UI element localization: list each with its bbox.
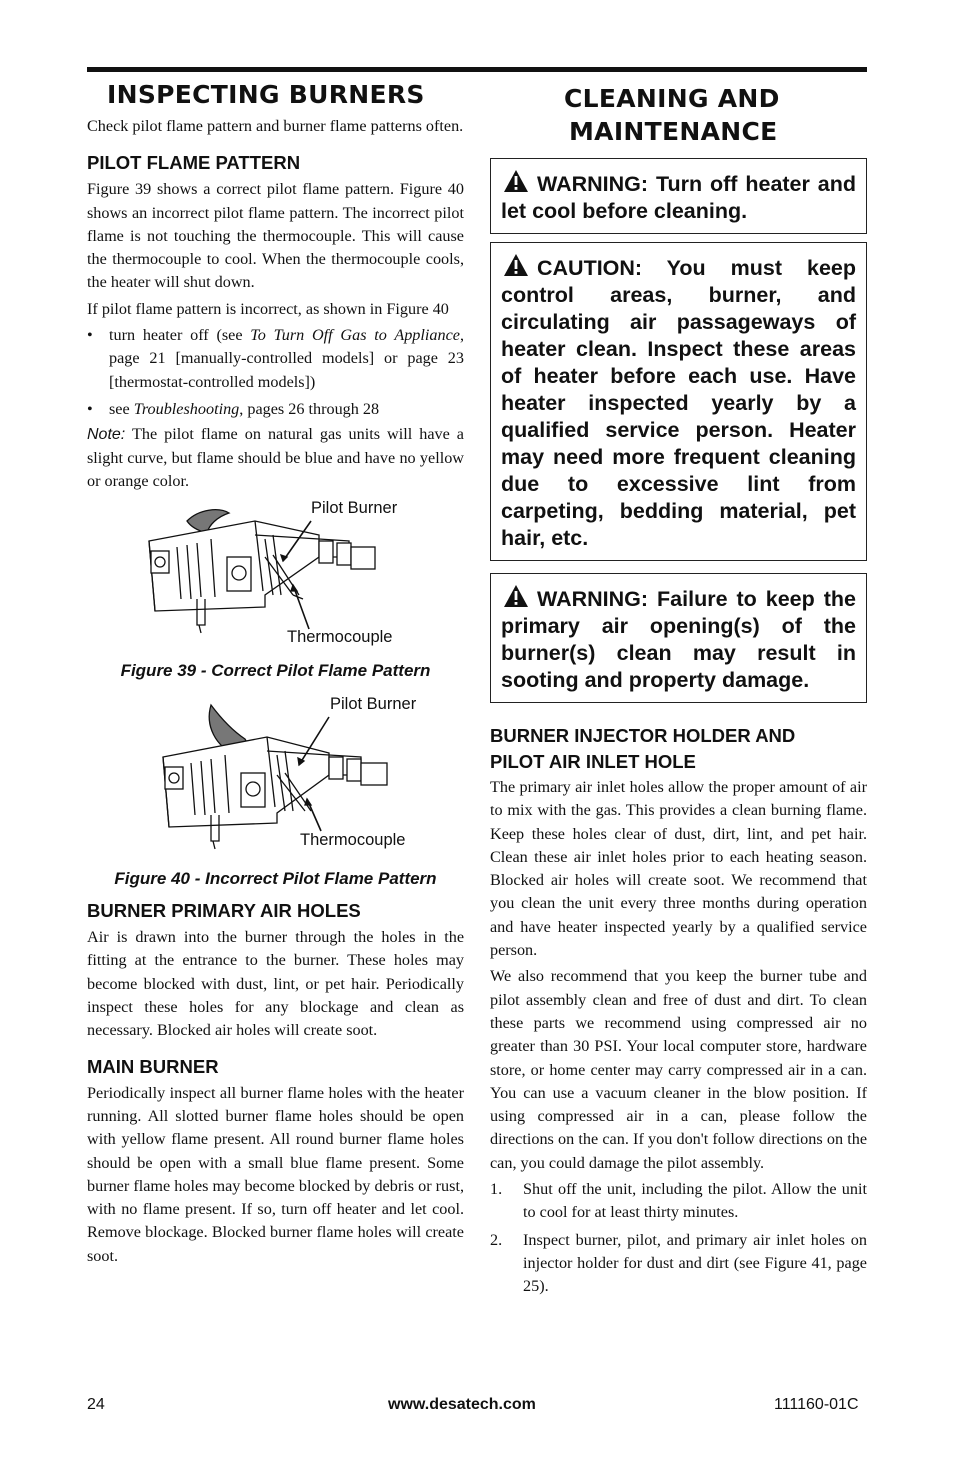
bullet-dot: • bbox=[87, 326, 93, 345]
bullet-item: • turn heater off (see To Turn Off Gas to Appliance, page 21 [manually-controlled models] or page 23 [thermostat-controlled models]) bbox=[87, 326, 464, 391]
bullet-item: • see Troubleshooting, pages 26 through 28 bbox=[87, 398, 464, 421]
air-holes-paragraph: Air is drawn into the burner through the holes in the fitting at the entrance to the burner. These holes may become blocked with dust, lint, or pet hair. Periodically inspect these holes for any blockage and clean as necessary. Blocked air holes will create soot. bbox=[87, 928, 464, 1040]
section-title-cleaning-maintenance: CLEANING AND MAINTENANCE bbox=[564, 84, 780, 146]
warning-box-air-opening: WARNING: Failure to keep the primary air opening(s) of the burner(s) clean may result in sooting and property damage. bbox=[490, 573, 867, 703]
heading-burner-primary-air-holes: BURNER PRIMARY AIR HOLES bbox=[87, 900, 361, 922]
left-column bbox=[87, 80, 464, 1268]
pilot-paragraph-1: Figure 39 shows a correct pilot flame pattern. Figure 40 shows an incorrect pilot flame pattern. The incorrect pilot flame is not touching the thermocouple. This will cause the thermocouple to cool. When the thermocouple cools, the heater will shut down. bbox=[87, 180, 464, 292]
figure-40-caption: Figure 40 - Incorrect Pilot Flame Pattern bbox=[114, 869, 437, 889]
right-column bbox=[490, 80, 867, 1299]
injector-paragraph-1: The primary air inlet holes allow the proper amount of air to mix with the gas. This provides a clean burning flame. Keep these holes clear of dust, dirt, lint, and pet hair. Clean these air inlet holes prior to each heating season. Blocked air holes will create soot. We recommend that you clean the unit every three months during operation and have heater inspected yearly by a qualified service person. bbox=[490, 778, 867, 960]
figure-39 bbox=[87, 499, 464, 659]
warning-triangle-icon bbox=[503, 253, 529, 277]
note-paragraph: Note: The pilot flame on natural gas units will have a slight curve, but flame should be blue and have no yellow or orange color. bbox=[87, 425, 464, 490]
warning-triangle-icon bbox=[503, 169, 529, 193]
footer-url[interactable]: www.desatech.com bbox=[388, 1396, 536, 1413]
document-code: 111160-01C bbox=[774, 1396, 859, 1413]
top-rule bbox=[87, 67, 867, 72]
figure-40 bbox=[87, 695, 464, 867]
fig40-label-thermocouple: Thermocouple bbox=[300, 831, 406, 850]
fig39-pilot-assembly-drawing bbox=[87, 499, 464, 659]
bullet-dot: • bbox=[87, 399, 93, 418]
note-label: Note: bbox=[87, 426, 126, 444]
step-number: 1. bbox=[490, 1180, 503, 1199]
fig40-label-pilot-burner: Pilot Burner bbox=[330, 695, 417, 714]
heading-pilot-flame-pattern: PILOT FLAME PATTERN bbox=[87, 152, 301, 174]
section-title-inspecting-burners: INSPECTING BURNERS bbox=[107, 80, 425, 109]
caution-box: CAUTION: You must keep control areas, burner, and circulating air passageways of heater clean. Inspect these areas of heater before each use. Have heater inspected yearly by a qualified service person. Heater may need more frequent cleaning due to excessive lint from carpeting, bedding material, pet hair, etc. bbox=[490, 242, 867, 561]
step-number: 2. bbox=[490, 1230, 503, 1249]
fig39-label-thermocouple: Thermocouple bbox=[287, 628, 393, 647]
intro-paragraph: Check pilot flame pattern and burner flame patterns often. bbox=[87, 117, 464, 135]
warning-box-turn-off: WARNING: Turn off heater and let cool before cleaning. bbox=[490, 158, 867, 234]
fig39-label-pilot-burner: Pilot Burner bbox=[311, 499, 398, 518]
step-item: 2. Inspect burner, pilot, and primary air inlet holes on injector holder for dust and dirt (see Figure 41, page 25). bbox=[490, 1230, 867, 1296]
fig40-pilot-assembly-drawing bbox=[87, 695, 464, 867]
injector-paragraph-2: We also recommend that you keep the burner tube and pilot assembly clean and free of dust and dirt. To clean these parts we recommend using compressed air no greater than 30 PSI. Your local computer store, hardware store, or home center may carry compressed air in a can. You can use a vacuum cleaner in the blow position. If using compressed air in a can, please follow the directions on the can. If you don't follow directions on the can, you could damage the pilot assembly. bbox=[490, 967, 867, 1172]
pilot-paragraph-2: If pilot flame pattern is incorrect, as shown in Figure 40 bbox=[87, 299, 449, 318]
figure-39-caption: Figure 39 - Correct Pilot Flame Pattern bbox=[120, 661, 431, 681]
main-burner-paragraph: Periodically inspect all burner flame holes with the heater running. All slotted burner flame holes should be open with yellow flame present. All round burner flame holes should be open with a small blue flame present. Some burner flame holes may become blocked by debris or rust, with no flame present. If so, turn off heater and let cool. Remove blockage. Blocked burner flame holes will create soot. bbox=[87, 1083, 464, 1265]
heading-burner-injector-holder: BURNER INJECTOR HOLDER AND PILOT AIR INLET HOLE bbox=[490, 725, 796, 772]
warning-triangle-icon bbox=[503, 584, 529, 608]
page-number: 24 bbox=[87, 1396, 105, 1413]
step-item: 1. Shut off the unit, including the pilot. Allow the unit to cool for at least thirty minutes. bbox=[490, 1180, 867, 1222]
heading-main-burner: MAIN BURNER bbox=[87, 1055, 219, 1077]
